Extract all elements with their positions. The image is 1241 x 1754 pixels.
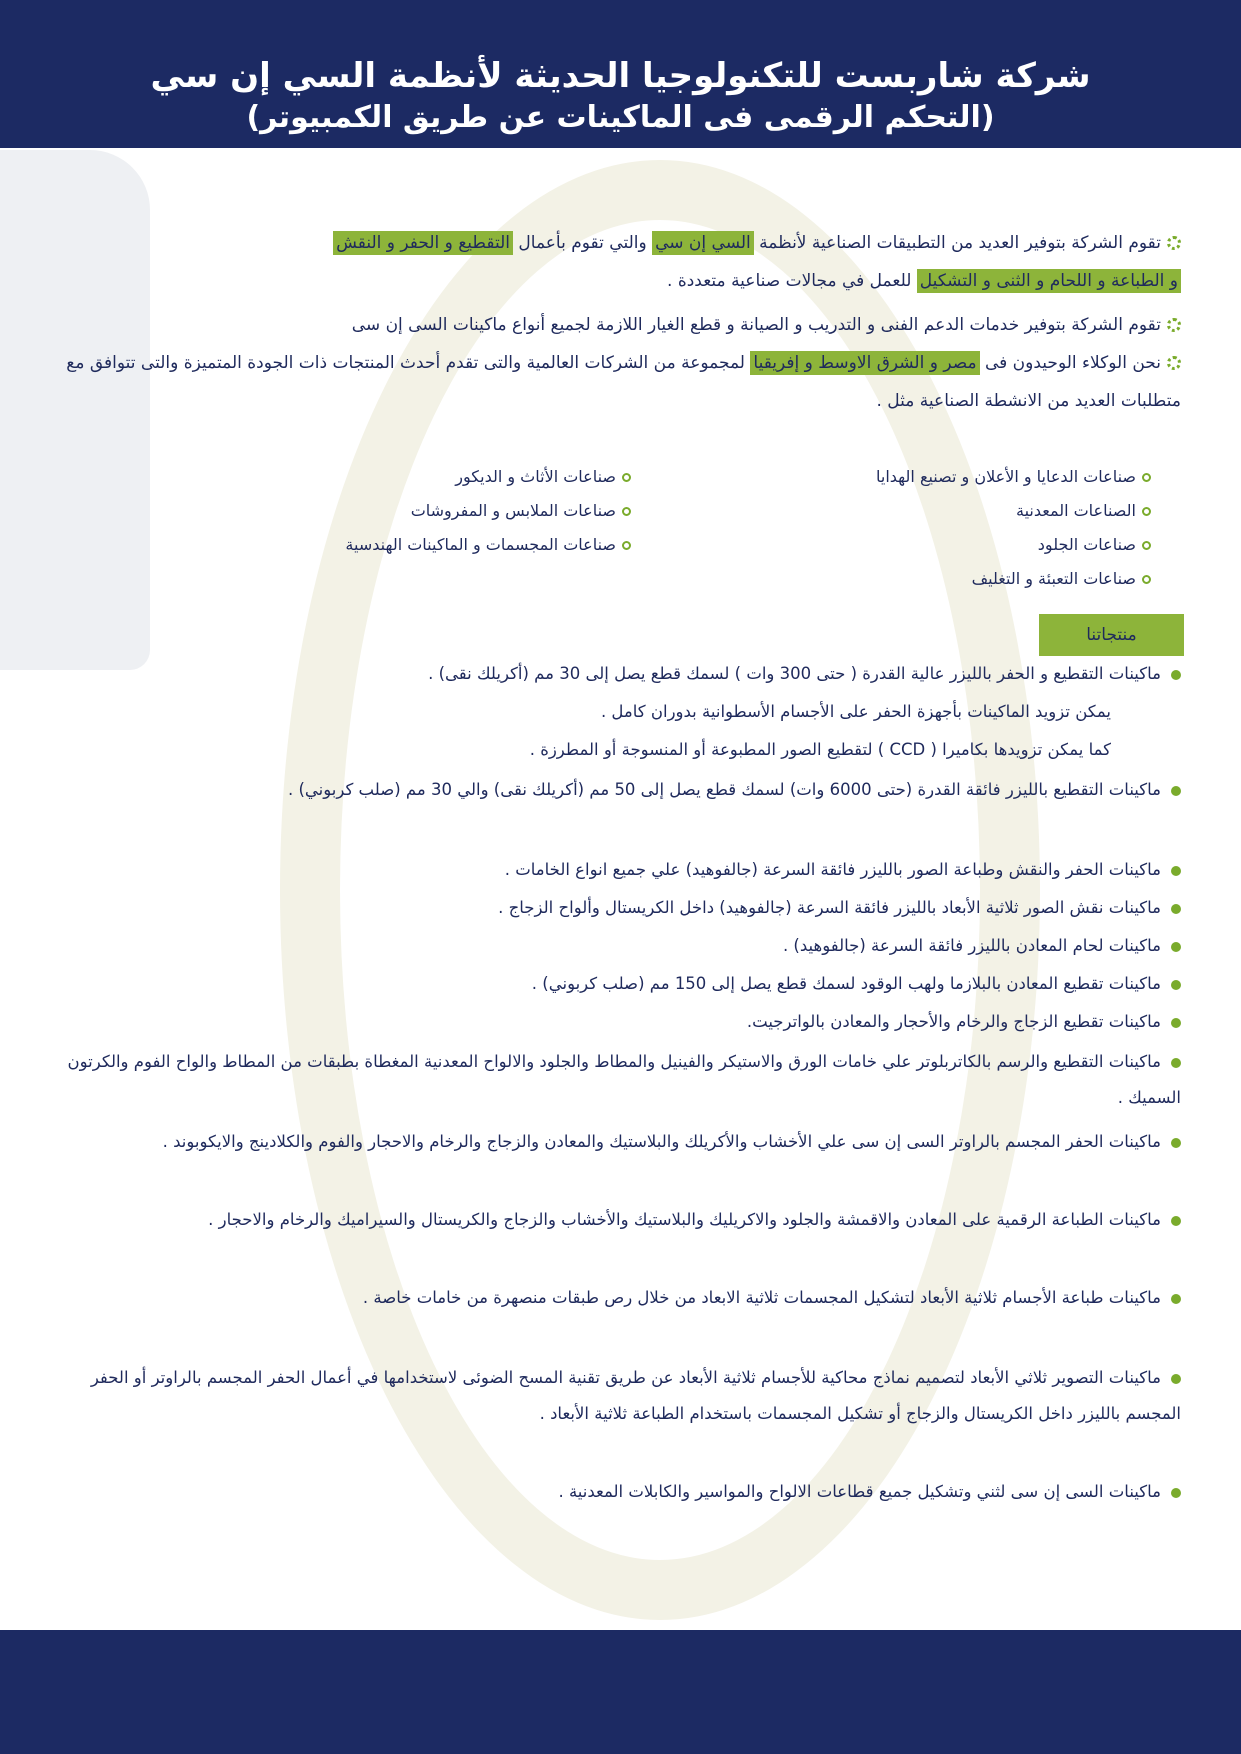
dot-bullet-icon xyxy=(1171,1018,1181,1028)
dot-bullet-icon xyxy=(1171,1058,1181,1068)
gear-bullet-icon xyxy=(1167,236,1181,250)
dot-bullet-icon xyxy=(1171,866,1181,876)
highlight-region: مصر و الشرق الاوسط و إفريقيا xyxy=(750,351,979,375)
product-item: ماكينات تقطيع المعادن بالبلازما ولهب الوقود لسمك قطع يصل إلى 150 مم (صلب كربوني) . xyxy=(41,966,1181,1002)
dot-bullet-icon xyxy=(1171,1488,1181,1498)
dot-bullet-icon xyxy=(1171,670,1181,680)
product-item: ماكينات طباعة الأجسام ثلاثية الأبعاد لتشكيل المجسمات ثلاثية الابعاد من خلال رص طبقات منصهرة من خامات خاصة . xyxy=(41,1280,1181,1316)
industry-item: صناعات الملابس و المفروشات xyxy=(411,494,631,528)
product-item: ماكينات لحام المعادن بالليزر فائقة السرعة (جالفوهيد) . xyxy=(41,928,1181,964)
dot-bullet-icon xyxy=(1171,1138,1181,1148)
dot-bullet-icon xyxy=(1171,904,1181,914)
circle-bullet-icon xyxy=(1142,473,1151,482)
dot-bullet-icon xyxy=(1171,786,1181,796)
circle-bullet-icon xyxy=(622,473,631,482)
circle-bullet-icon xyxy=(1142,575,1151,584)
circle-bullet-icon xyxy=(1142,507,1151,516)
gear-bullet-icon xyxy=(1167,318,1181,332)
product-item: ماكينات نقش الصور ثلاثية الأبعاد بالليزر فائقة السرعة (جالفوهيد) داخل الكريستال وألواح الزجاج . xyxy=(41,890,1181,926)
circle-bullet-icon xyxy=(622,541,631,550)
dot-bullet-icon xyxy=(1171,1216,1181,1226)
product-item: ماكينات الطباعة الرقمية على المعادن والاقمشة والجلود والاكريليك والبلاستيك والأخشاب والزجاج والكريستال والسيراميك والرخام والاحجار . xyxy=(41,1202,1181,1238)
product-item: ماكينات تقطيع الزجاج والرخام والأحجار والمعادن بالواترجيت. xyxy=(41,1004,1181,1040)
highlight-cnc: السي إن سي xyxy=(652,231,754,255)
industry-item: صناعات الجلود xyxy=(1038,528,1151,562)
intro-paragraph-1: تقوم الشركة بتوفير العديد من التطبيقات الصناعية لأنظمة السي إن سي والتي تقوم بأعمال التقطيع و الحفر و النقش و الطباعة و اللحام و الثنى و التشكيل للعمل في مجالات صناعية متعددة . xyxy=(51,224,1181,300)
product-item: ماكينات السى إن سى لثني وتشكيل جميع قطاعات الالواح والمواسير والكابلات المعدنية . xyxy=(41,1474,1181,1510)
dot-bullet-icon xyxy=(1171,1294,1181,1304)
product-sub-item: كما يمكن تزويدها بكاميرا ( CCD ) لتقطيع الصور المطبوعة أو المنسوجة أو المطرزة . xyxy=(529,740,1111,759)
industry-item: صناعات التعبئة و التغليف xyxy=(972,562,1151,596)
product-item: ماكينات الحفر المجسم بالراوتر السى إن سى علي الأخشاب والأكريلك والبلاستيك والمعادن والزجاج والرخام والاحجار والفوم والكلادينج والايكوبوند . xyxy=(41,1124,1181,1160)
product-sub-item: يمكن تزويد الماكينات بأجهزة الحفر على الأجسام الأسطوانية بدوران كامل . xyxy=(600,702,1111,721)
circle-bullet-icon xyxy=(1142,541,1151,550)
product-item: ماكينات التقطيع والرسم بالكاتربلوتر علي خامات الورق والاستيكر والفينيل والمطاط والجلود والالواح المعدنية المغطاة بطبقات من المطاط والواح الفوم والكرتون السميك . xyxy=(67,1052,1181,1107)
industry-item: صناعات الأثاث و الديكور xyxy=(455,460,631,494)
dot-bullet-icon xyxy=(1171,1374,1181,1384)
products-heading: منتجاتنا xyxy=(1039,614,1184,656)
product-item: ماكينات التقطيع و الحفر بالليزر عالية القدرة ( حتى 300 وات ) لسمك قطع يصل إلى 30 مم (أكريلك نقى) . xyxy=(41,656,1181,692)
page-subtitle: (التحكم الرقمى فى الماكينات عن طريق الكمبيوتر) xyxy=(246,100,995,135)
product-item: ماكينات التصوير ثلاثي الأبعاد لتصميم نماذج محاكية للأجسام ثلاثية الأبعاد عن طريق تقنية المسح الضوئى لاستخدامها في أعمال الحفر المجسم بالراوتر أو الحفر المجسم بالليزر داخل الكريستال والزجاج أو تشكيل المجسمات باستخدام الطباعة ثلاثية الأبعاد . xyxy=(90,1368,1181,1423)
highlight-printing: و الطباعة و اللحام و الثنى و التشكيل xyxy=(917,269,1181,293)
gear-bullet-icon xyxy=(1167,356,1181,370)
intro-paragraph-3: نحن الوكلاء الوحيدون فى مصر و الشرق الاوسط و إفريقيا لمجموعة من الشركات العالمية والتى تقدم أحدث المنتجات ذات الجودة المتميزة والتى تتوافق مع متطلبات العديد من الانشطة الصناعية مثل . xyxy=(66,353,1181,411)
industry-item: صناعات المجسمات و الماكينات الهندسية xyxy=(345,528,631,562)
industry-item: صناعات الدعايا و الأعلان و تصنيع الهدايا xyxy=(876,460,1151,494)
highlight-cutting: التقطيع و الحفر و النقش xyxy=(333,231,513,255)
footer-band xyxy=(0,1630,1241,1754)
dot-bullet-icon xyxy=(1171,980,1181,990)
industry-item: الصناعات المعدنية xyxy=(1016,494,1151,528)
page-title: شركة شاربست للتكنولوجيا الحديثة لأنظمة السي إن سي xyxy=(150,56,1091,96)
circle-bullet-icon xyxy=(622,507,631,516)
product-item: ماكينات التقطيع بالليزر فائقة القدرة (حتى 6000 وات) لسمك قطع يصل إلى 50 مم (أكريلك نقى) والي 30 مم (صلب كربوني) . xyxy=(41,772,1181,808)
product-item: ماكينات الحفر والنقش وطباعة الصور بالليزر فائقة السرعة (جالفوهيد) علي جميع انواع الخامات . xyxy=(41,852,1181,888)
dot-bullet-icon xyxy=(1171,942,1181,952)
intro-paragraph-2: تقوم الشركة بتوفير خدمات الدعم الفنى و التدريب و الصيانة و قطع الغيار اللازمة لجميع أنواع ماكينات السى إن سى xyxy=(51,306,1181,344)
